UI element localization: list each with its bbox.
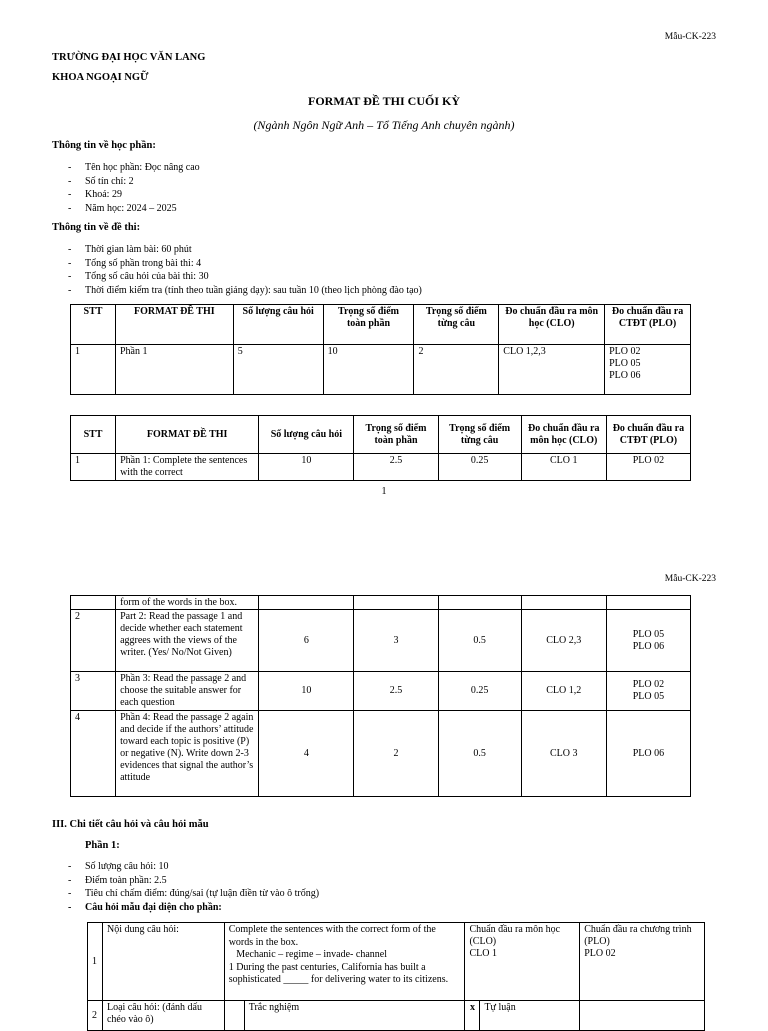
header-each-weight: Trọng số điểm từng câu (414, 305, 499, 345)
list-item: - Số tín chỉ: 2 (68, 175, 200, 189)
form-code: Mẫu-CK-223 (664, 574, 716, 584)
cell-stt: 3 (71, 672, 116, 711)
cell-count: 10 (259, 672, 354, 711)
header-count: Số lượng câu hỏi (259, 416, 354, 454)
cell-clo: CLO 1,2,3 (499, 345, 605, 395)
cell-plo (606, 711, 690, 797)
plo-line: PLO 02 (632, 679, 665, 690)
exam-format-table-1 (70, 304, 691, 395)
section-header: III. Chi tiết câu hỏi và câu hỏi mẫu (52, 819, 209, 830)
header-each-weight: Trọng số điểm từng câu (438, 416, 521, 454)
cell-count: 10 (259, 454, 354, 481)
cell-format: Phần 1 (115, 345, 233, 395)
cell-format: Phần 3: Read the passage 2 and choose the suitable answer for each question (116, 672, 259, 711)
cell-clo: CLO 3 (521, 711, 606, 797)
cell-total: 2.5 (354, 454, 438, 481)
cell-plo (606, 610, 690, 672)
header-count: Số lượng câu hỏi (233, 305, 323, 345)
plo-line: PLO 06 (609, 370, 641, 381)
cell-format: Phần 4: Read the passage 2 again and decide if the authors’ attitude toward each topic is positive (P) or negative (N). Write down 2-3 evidences that signal the author’s attitude (116, 711, 259, 797)
cell-plo (605, 345, 691, 395)
table-row (71, 672, 691, 711)
checkbox-multiple-choice[interactable] (224, 1001, 244, 1031)
row-number: 1 (88, 923, 103, 1001)
course-info-list (68, 161, 200, 215)
cell-clo: CLO 1 (521, 454, 606, 481)
faculty-name: KHOA NGOẠI NGỮ (52, 72, 149, 83)
cell-total: 10 (323, 345, 414, 395)
plo-line: PLO 05 (609, 358, 641, 369)
header-format: FORMAT ĐỀ THI (116, 416, 259, 454)
cell-total: 2.5 (354, 672, 438, 711)
cell-plo: PLO 02 (606, 454, 690, 481)
checkbox-essay[interactable]: x (465, 1001, 480, 1031)
cell-count: 5 (233, 345, 323, 395)
header-clo: Đo chuẩn đầu ra môn học (CLO) (499, 305, 605, 345)
cell-plo (606, 672, 690, 711)
cell-total: 3 (354, 610, 438, 672)
question-type-label: Loại câu hỏi: (đánh dấu chéo vào ô) (102, 1001, 224, 1031)
list-item: - Khoá: 29 (68, 188, 200, 202)
list-item: - Điểm toàn phần: 2.5 (68, 874, 319, 888)
list-item: - Tổng số phần trong bài thi: 4 (68, 257, 422, 271)
cell-each: 0.5 (438, 711, 521, 797)
table-row (71, 454, 691, 481)
list-item: - Tổng số câu hỏi của bài thi: 30 (68, 270, 422, 284)
exam-format-table-continued (70, 595, 691, 797)
cell-stt: 1 (71, 454, 116, 481)
plo-line: PLO 05 (632, 691, 665, 702)
plo-line: PLO 06 (632, 640, 665, 652)
question-content-label: Nội dung câu hỏi: (102, 923, 224, 1001)
table-row (71, 711, 691, 797)
cell-each: 0.25 (438, 672, 521, 711)
cell-clo: CLO 1,2 (521, 672, 606, 711)
cell-count: 6 (259, 610, 354, 672)
cell-total: 2 (354, 711, 438, 797)
exam-format-table-2 (70, 415, 691, 481)
option-essay: Tự luận (480, 1001, 580, 1031)
cell-each: 0.5 (438, 610, 521, 672)
header-format: FORMAT ĐỀ THI (115, 305, 233, 345)
header-total-weight: Trọng số điểm toàn phần (354, 416, 438, 454)
sample-question-table (87, 922, 705, 1031)
school-name: TRƯỜNG ĐẠI HỌC VĂN LANG (52, 52, 206, 63)
table-row (88, 1001, 705, 1031)
cell-stt: 4 (71, 711, 116, 797)
course-info-header: Thông tin về học phần: (52, 140, 156, 151)
table-row (71, 345, 691, 395)
cell-format: Part 2: Read the passage 1 and decide whether each statement aggrees with the views of the writer. (Yes/ No/Not Given) (116, 610, 259, 672)
header-plo: Đo chuẩn đầu ra CTĐT (PLO) (605, 305, 691, 345)
header-total-weight: Trọng số điểm toàn phần (323, 305, 414, 345)
header-stt: STT (71, 305, 116, 345)
cell-clo: CLO 2,3 (521, 610, 606, 672)
list-item: - Thời điểm kiểm tra (tính theo tuần giảng dạy): sau tuần 10 (theo lịch phòng đào tạo) (68, 284, 422, 298)
cell-format: Phần 1: Complete the sentences with the correct (116, 454, 259, 481)
list-item: - Tên học phần: Đọc nâng cao (68, 161, 200, 175)
plo-cell: Chuẩn đầu ra chương trình (PLO) PLO 02 (580, 923, 705, 1001)
clo-cell: Chuẩn đầu ra môn học (CLO) CLO 1 (465, 923, 580, 1001)
cell-count: 4 (259, 711, 354, 797)
cell-format: form of the words in the box. (116, 596, 259, 610)
document-subtitle: (Ngành Ngôn Ngữ Anh – Tổ Tiếng Anh chuyên ngành) (253, 118, 515, 132)
cell-stt: 1 (71, 345, 116, 395)
option-multiple-choice: Trắc nghiệm (244, 1001, 465, 1031)
cell-each: 0.25 (438, 454, 521, 481)
row-number: 2 (88, 1001, 103, 1031)
cell-stt: 2 (71, 610, 116, 672)
header-clo: Đo chuẩn đầu ra môn học (CLO) (521, 416, 606, 454)
part-info-list (68, 860, 319, 914)
list-item: - Tiêu chí chấm điểm: đúng/sai (tự luận điền từ vào ô trống) (68, 887, 319, 901)
cell-each: 2 (414, 345, 499, 395)
table-row (71, 596, 691, 610)
question-content: Complete the sentences with the correct form of the words in the box. Mechanic – regime – invade- channel 1 During the past centuries, California has built a sophisticated _____ for delivering water to its citizens. (224, 923, 465, 1001)
plo-line: PLO 06 (632, 747, 665, 759)
header-plo: Đo chuẩn đầu ra CTĐT (PLO) (606, 416, 690, 454)
list-item: - Câu hỏi mẫu đại diện cho phần: (68, 901, 319, 915)
table-row (71, 610, 691, 672)
plo-line: PLO 05 (632, 628, 665, 640)
list-item: - Thời gian làm bài: 60 phút (68, 243, 422, 257)
header-stt: STT (71, 416, 116, 454)
form-code: Mẫu-CK-223 (664, 32, 716, 42)
table-row (88, 923, 705, 1001)
exam-info-list (68, 243, 422, 297)
part-label: Phần 1: (85, 840, 120, 851)
plo-line: PLO 02 (609, 346, 641, 357)
document-title: FORMAT ĐỀ THI CUỐI KỲ (307, 94, 460, 108)
exam-info-header: Thông tin về đề thi: (52, 222, 141, 233)
list-item: - Số lượng câu hỏi: 10 (68, 860, 319, 874)
page-number: 1 (381, 486, 387, 497)
list-item: - Năm học: 2024 – 2025 (68, 202, 200, 216)
